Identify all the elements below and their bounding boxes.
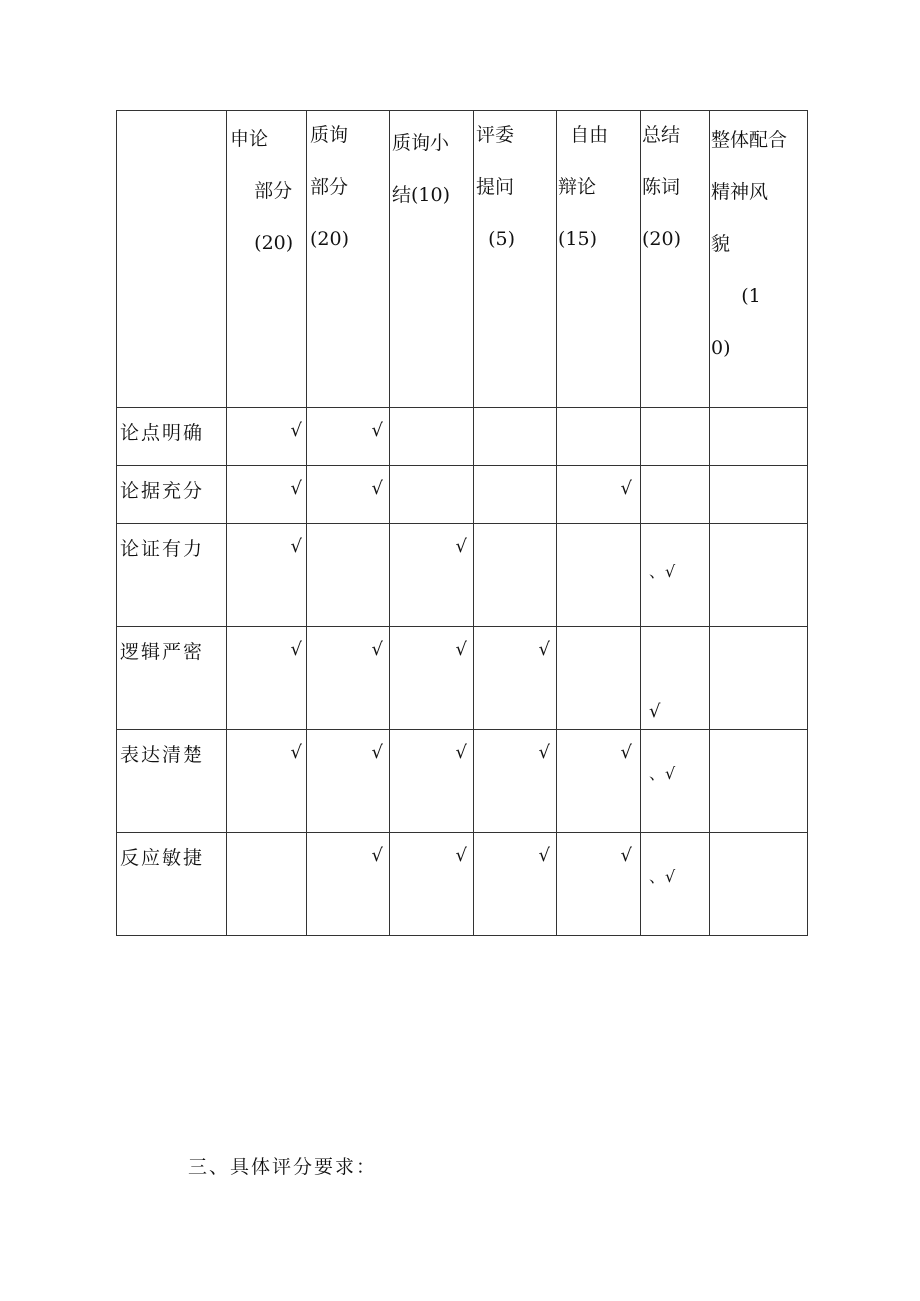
check-mark: √: [455, 536, 467, 557]
check-mark: √: [371, 639, 383, 660]
mark-cell: [227, 730, 307, 833]
header-cell-judge-question: [474, 111, 557, 408]
scoring-table: [116, 110, 808, 936]
check-mark: √: [649, 701, 661, 722]
row-label: 论点明确: [120, 422, 205, 444]
mark-cell: [710, 466, 808, 524]
row-label-cell: [117, 466, 227, 524]
mark-cell: [307, 466, 390, 524]
check-mark: 、√: [649, 867, 676, 886]
check-mark: √: [455, 845, 467, 866]
mark-cell: [557, 627, 641, 730]
mark-cell: [710, 730, 808, 833]
mark-cell: [390, 466, 474, 524]
header-text: 评委 提问 (5): [476, 124, 515, 250]
mark-cell: [641, 524, 710, 627]
mark-cell: [641, 730, 710, 833]
mark-cell: [390, 833, 474, 936]
mark-cell: [641, 833, 710, 936]
check-mark: √: [455, 742, 467, 763]
header-cell-shenlun: [227, 111, 307, 408]
check-mark: √: [620, 478, 632, 499]
header-cell-closing: [641, 111, 710, 408]
header-cell-zhixun: [307, 111, 390, 408]
mark-cell: [390, 408, 474, 466]
row-label: 反应敏捷: [120, 847, 205, 869]
table-row: [117, 833, 808, 936]
header-text: 质询 部分 (20): [310, 124, 350, 250]
check-mark: √: [290, 639, 302, 660]
mark-cell: [227, 524, 307, 627]
mark-cell: [474, 627, 557, 730]
row-label-cell: [117, 730, 227, 833]
header-text: 申论 部分 (20): [230, 128, 294, 254]
table-row: [117, 730, 808, 833]
mark-cell: [474, 524, 557, 627]
check-mark: √: [371, 742, 383, 763]
check-mark: √: [620, 845, 632, 866]
check-mark: √: [371, 845, 383, 866]
mark-cell: [307, 408, 390, 466]
check-mark: √: [455, 639, 467, 660]
mark-cell: [390, 627, 474, 730]
mark-cell: [557, 524, 641, 627]
mark-cell: [641, 466, 710, 524]
table-header-row: [117, 111, 808, 408]
row-label-cell: [117, 408, 227, 466]
header-cell-empty: [117, 111, 227, 408]
mark-cell: [641, 408, 710, 466]
row-label-cell: [117, 627, 227, 730]
mark-cell: [307, 730, 390, 833]
mark-cell: [307, 833, 390, 936]
header-text: 整体配合 精神风 貌 (1 0): [711, 129, 788, 359]
header-text: 质询小 结(10): [392, 132, 451, 206]
row-label: 论据充分: [120, 480, 205, 502]
mark-cell: [557, 730, 641, 833]
mark-cell: [227, 466, 307, 524]
check-mark: √: [538, 639, 550, 660]
check-mark: √: [290, 478, 302, 499]
mark-cell: [557, 408, 641, 466]
header-cell-teamwork: [710, 111, 808, 408]
header-cell-zhixun-summary: [390, 111, 474, 408]
check-mark: √: [290, 742, 302, 763]
section-heading: 三、具体评分要求：: [188, 1156, 378, 1178]
mark-cell: [390, 730, 474, 833]
check-mark: 、√: [649, 562, 676, 581]
mark-cell: [710, 524, 808, 627]
check-mark: √: [290, 536, 302, 557]
check-mark: √: [290, 420, 302, 441]
table-row: [117, 466, 808, 524]
mark-cell: [227, 833, 307, 936]
check-mark: √: [371, 420, 383, 441]
mark-cell: [710, 408, 808, 466]
mark-cell: [307, 524, 390, 627]
check-mark: √: [538, 742, 550, 763]
row-label-cell: [117, 833, 227, 936]
check-mark: √: [538, 845, 550, 866]
mark-cell: [710, 627, 808, 730]
mark-cell: [390, 524, 474, 627]
mark-cell: [227, 627, 307, 730]
mark-cell: [474, 466, 557, 524]
mark-cell: [474, 408, 557, 466]
row-label-cell: [117, 524, 227, 627]
mark-cell: [474, 833, 557, 936]
check-mark: 、√: [649, 764, 676, 783]
table-row: [117, 627, 808, 730]
row-label: 表达清楚: [120, 744, 205, 766]
header-cell-free-debate: [557, 111, 641, 408]
mark-cell: [557, 466, 641, 524]
table-row: [117, 408, 808, 466]
check-mark: √: [620, 742, 632, 763]
mark-cell: [710, 833, 808, 936]
mark-cell: [641, 627, 710, 730]
row-label: 论证有力: [120, 538, 205, 560]
mark-cell: [227, 408, 307, 466]
header-text: 总结 陈词 (20): [642, 124, 682, 250]
mark-cell: [557, 833, 641, 936]
table-row: [117, 524, 808, 627]
row-label: 逻辑严密: [120, 641, 205, 663]
check-mark: √: [371, 478, 383, 499]
mark-cell: [474, 730, 557, 833]
header-text: 自由 辩论 (15): [558, 124, 609, 250]
mark-cell: [307, 627, 390, 730]
